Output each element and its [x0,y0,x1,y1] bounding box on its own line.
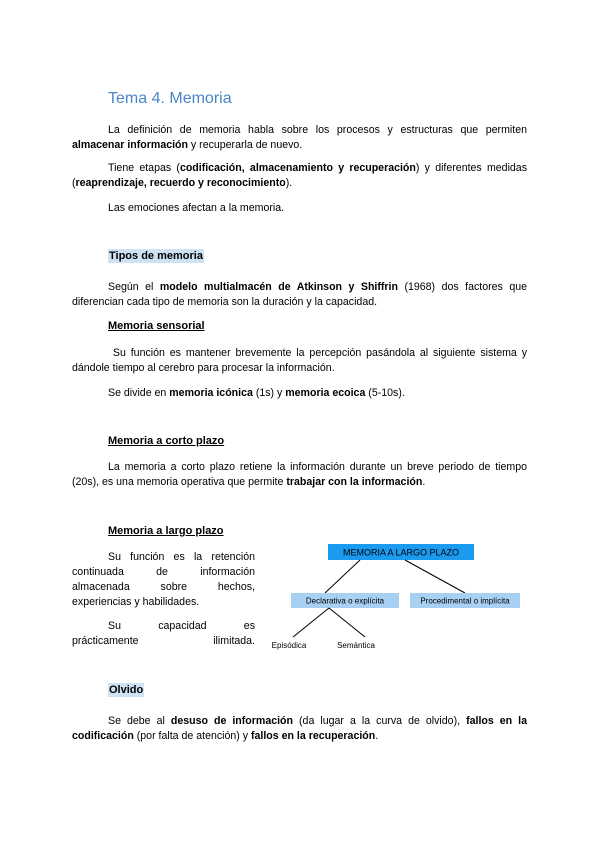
largo-paragraph-2: Su capacidad es prácticamente ilimitada. [72,620,255,647]
memory-tree-diagram [265,540,555,655]
highlighted-heading-text: Tipos de memoria [109,250,203,262]
intro-paragraph-2 [72,161,527,191]
section-heading-olvido [108,684,144,696]
text-run: Se debe al [108,715,171,727]
text-run: (por falta de atención) y [133,730,251,742]
bold-text: memoria ecoica [285,387,366,399]
connector-line [325,560,360,593]
section-heading-tipos [108,250,204,262]
section-heading-largo: Memoria a largo plazo [108,525,224,537]
connector-line [405,560,465,593]
declarative-node-label: Declarativa o explícita [305,596,385,606]
bold-text: fallos en la recuperación [251,730,376,742]
text-run: ). [285,177,293,189]
bold-text: modelo multialmacén de Atkinson y Shiffrin [159,281,398,293]
text-run: (1s) y [252,387,286,399]
text-run: (da lugar a la curva de olvido), [293,715,467,727]
section-heading-sensorial: Memoria sensorial [108,320,205,332]
bold-text: desuso de información [170,715,293,727]
corto-paragraph [72,460,527,490]
connector-line [329,608,365,637]
root-node-label: MEMORIA A LARGO PLAZO [342,547,460,558]
intro-paragraph-1 [72,123,527,153]
largo-paragraph-1: Su función es la retención continuada de información almacenada sobre hechos, experiencias y habilidades. [72,551,255,608]
text-run: . [422,476,426,488]
semantic-leaf-label: Semántica [337,641,375,650]
sensorial-paragraph-2 [72,386,527,401]
intro-paragraph-3: Las emociones afectan a la memoria. [108,202,285,214]
text-run: y recuperarla de nuevo. [187,139,303,151]
sensorial-paragraph-1: Su función es mantener brevemente la percepción pasándola al siguiente sistema y dándole tiempo al cerebro para procesar la información. [72,347,530,374]
bold-text: codificación, almacenamiento y recuperación [179,162,416,174]
bold-text: fallos en la codificación [72,715,528,742]
tipos-paragraph [72,280,527,310]
bold-text: reaprendizaje, recuerdo y reconocimiento [75,177,286,189]
text-run: (1968) dos factores que diferencian cada tipo de memoria son la duración y la capacidad. [72,281,528,308]
procedural-node-label: Procedimental o implícita [420,596,510,606]
section-heading-corto: Memoria a corto plazo [108,435,225,447]
episodic-leaf-label: Episódica [271,641,307,650]
text-run: Se divide en [108,387,170,399]
highlighted-heading-text: Olvido [109,684,144,696]
bold-text: almacenar información [72,139,188,151]
text-run: . [375,730,379,742]
olvido-paragraph [72,714,527,744]
text-run: La memoria a corto plazo retiene la información durante un breve periodo de tiempo (20s), es una memoria operativa que permite [72,461,527,488]
text-run: Según el [108,281,160,293]
text-run: La definición de memoria habla sobre los procesos y estructuras que permiten [108,124,527,136]
text-run: ) y diferentes medidas ( [72,162,527,189]
text-run: Tiene etapas ( [108,162,180,174]
connector-line [293,608,329,637]
bold-text: trabajar con la información [286,476,423,488]
bold-text: memoria icónica [169,387,253,399]
page-title: Tema 4. Memoria [108,90,232,107]
text-run: (5-10s). [365,387,405,399]
